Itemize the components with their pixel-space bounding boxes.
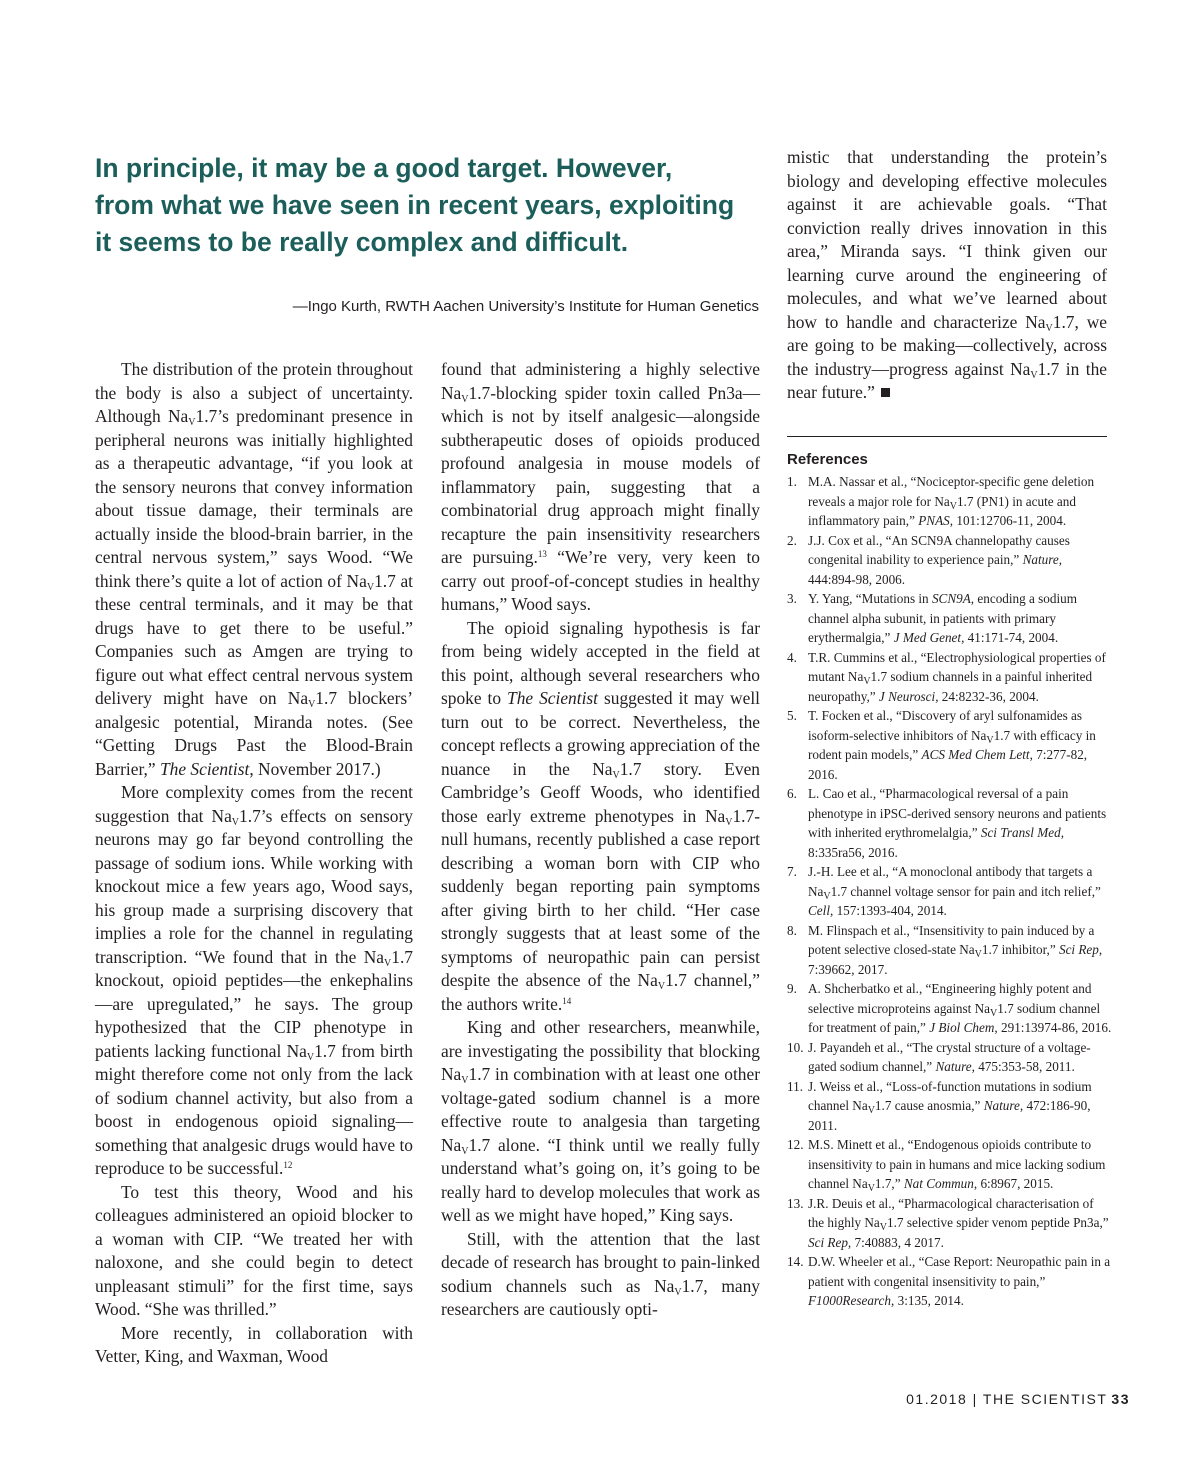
reference-item: 10. J. Payandeh et al., “The crystal structure of a voltage-gated sodium channel,” Nature, 475:353-58, 2011. [787, 1039, 1091, 1074]
issue-label: 01.2018 | THE SCIENTIST [906, 1391, 1108, 1407]
end-mark-icon [881, 388, 890, 397]
reference-item: 9. A. Shcherbatko et al., “Engineering highly potent and selective microproteins against $Na_V1.7$ sodium channel for treatment of pain,” J Biol Chem, 291:13974-86, 2016. [787, 981, 1112, 1035]
reference-item: 4. T.R. Cummins et al., “Electrophysiological properties of mutant $Na_V1.7$ sodium channels in a painful inherited neuropathy,” J Neurosci, 24:8232-36, 2004. [787, 649, 1106, 704]
paragraph: To test this theory, Wood and his colleagues administered an opioid blocker to a woman with CIP. “We treated her with naloxone, and she could begin to detect unpleasant stimuli” for the first time, says Wood. “She was thrilled.” [95, 1181, 413, 1319]
reference-item: 1. M.A. Nassar et al., “Nociceptor-specific gene deletion reveals a major role for $Na_V1.7$ (PN1) in acute and inflammatory pain,” PNAS, 101:12706-11, 2004. [787, 474, 1095, 528]
paragraph: The distribution of the protein throughout the body is also a subject of uncertainty. Although $Na_V1.7’s$ predominant presence in peripheral neurons was initially highlighted as a therapeutic advantage, “if you look at the sensory neurons that convey information about tissue damage, their terminals are actually inside the blood-brain barrier, in the central nervous system,” says Wood. “We think there’s quite a lot of action of $Na_V1.7$ at these central terminals, and it may be that drugs have to get there to be useful.” Companies such as Amgen are trying to figure out what effect central nervous system delivery might have on $Na_V1.7$ blockers’ analgesic potential, Miranda notes. (See “Getting Drugs Past the Blood-Brain Barrier,” The Scientist, November 2017.) [95, 359, 413, 779]
references-heading: References [787, 451, 868, 468]
paragraph: The opioid signaling hypothesis is far from being widely accepted in the field at this point, although several researchers who spoke to The Scientist suggested it may well turn out to be correct. Nevertheless, the concept reflects a growing appreciation of the nuance in the $Na_V1.7$ story. Even Cambridge’s Geoff Woods, who identified those early extreme phenotypes in $Na_V1.7$-null humans, recently published a case report describing a woman born with CIP who suddenly began reporting pain symptoms after giving birth to her child. “Her case strongly suggests that at least some of the symptoms of neuropathic pain can persist despite the absence of the $Na_V1.7$ channel,” the authors write.$^{14}$ [441, 617, 761, 1014]
paragraph: Still, with the attention that the last decade of research has brought to pain-linked sodium channels such as $Na_V1.7$, many researchers are cautiously opti- [441, 1228, 760, 1319]
reference-item: 5. T. Focken et al., “Discovery of aryl sulfonamides as isoform-selective inhibitors of $Na_V1.7$ with efficacy in rodent pain models,” ACS Med Chem Lett, 7:277-82, 2016. [787, 708, 1096, 782]
page-footer [906, 1391, 1130, 1407]
citation-marker: 14 [562, 995, 572, 1006]
citation-marker: 12 [283, 1160, 293, 1170]
reference-item: 2. J.J. Cox et al., “An SCN9A channelopathy causes congenital inability to experience pain,” Nature, 444:894-98, 2006. [787, 532, 1070, 587]
references-list [787, 472, 1112, 1311]
article-column-1 [95, 358, 413, 1369]
article-column-2 [441, 358, 760, 1322]
reference-item: 6. L. Cao et al., “Pharmacological reversal of a pain phenotype in iPSC-derived sensory neurons and patients with inherited erythromelalgia,” Sci Transl Med, 8:335ra56, 2016. [787, 786, 1107, 860]
citation-marker: 13 [537, 549, 547, 559]
article-column-3 [787, 146, 1107, 405]
paragraph: mistic that understanding the protein’s biology and developing effective molecules against it are achievable goals. “That conviction really drives innovation in this area,” Miranda says. “I think given our learning curve around the engineering of molecules, and what we’ve learned about how to handle and characterize $Na_V1.7$, we are going to be making—collectively, across the industry—progress against $Na_V1.7$ in the near future.” [787, 147, 1107, 402]
pull-quote-attribution: —Ingo Kurth, RWTH Aachen University’s Institute for Human Genetics [292, 298, 759, 315]
paragraph: found that administering a highly selective $Na_V1.7$-blocking spider toxin called Pn3a—which is not by itself analgesic—alongside subtherapeutic doses of opioids produced profound analgesia in mouse models of inflammatory pain, suggesting that a combinatorial drug approach might finally recapture the pain insensitivity researchers are pursuing.$^{13}$ “We’re very, very keen to carry out proof-of-concept studies in healthy humans,” Wood says. [441, 359, 761, 614]
pull-quote: In principle, it may be a good target. However, from what we have seen in recent years, exploiting it seems to be really complex and difficult. [95, 153, 735, 257]
reference-item: 8. M. Flinspach et al., “Insensitivity to pain induced by a potent selective closed-state $Na_V1.7$ inhibitor,” Sci Rep, 7:39662, 2017. [787, 922, 1103, 977]
paragraph: More complexity comes from the recent suggestion that $Na_V1.7’s$ effects on sensory neurons may go far beyond controlling the passage of sodium ions. While working with knockout mice a few years ago, Wood says, his group made a surprising discovery that implies a role for the channel in regulating transcription. “We found that in the $Na_V1.7$ knockout, opioid peptides—the enkephalins—are upregulated,” he says. The group hypothesized that the CIP phenotype in patients lacking functional $Na_V1.7$ from birth might therefore come not only from the lack of sodium channel activity, but also from a boost in endogenous opioid signaling—something that analgesic drugs would have to reproduce to be successful.$^{12}$ [95, 782, 413, 1178]
reference-item: 7. J.-H. Lee et al., “A monoclonal antibody that targets a $Na_V1.7$ channel voltage sensor for pain and itch relief,” Cell, 157:1393-404, 2014. [787, 864, 1101, 918]
paragraph: King and other researchers, meanwhile, are investigating the possibility that blocking $Na_V1.7$ in combination with at least one other voltage-gated sodium channel is a more effective route to analgesia than targeting $Na_V1.7$ alone. “I think until we really fully understand what’s going on, it’s going to be really hard to develop molecules that work as well as we might have hoped,” King says. [441, 1017, 760, 1225]
reference-item: 12. M.S. Minett et al., “Endogenous opioids contribute to insensitivity to pain in humans and mice lacking sodium channel $Na_V1.7$,” Nat Commun, 6:8967, 2015. [787, 1137, 1106, 1194]
reference-item: 13. J.R. Deuis et al., “Pharmacological characterisation of the highly $Na_V1.7$ selective spider venom peptide Pn3a,” Sci Rep, 7:40883, 4 2017. [787, 1195, 1109, 1250]
reference-item: 14. D.W. Wheeler et al., “Case Report: Neuropathic pain in a patient with congenital insensitivity to pain,” F1000Research, 3:135, 2014. [787, 1254, 1111, 1308]
paragraph: More recently, in collaboration with Vetter, King, and Waxman, Wood [95, 1322, 413, 1366]
reference-item: 3. Y. Yang, “Mutations in SCN9A, encoding a sodium channel alpha subunit, in patients with primary erythermalgia,” J Med Genet, 41:171-74, 2004. [787, 591, 1078, 645]
references-divider [787, 436, 1107, 437]
reference-item: 11. J. Weiss et al., “Loss-of-function mutations in sodium channel $Na_V1.7$ cause anosmia,” Nature, 472:186-90, 2011. [787, 1078, 1092, 1133]
page-number: 33 [1111, 1391, 1130, 1407]
